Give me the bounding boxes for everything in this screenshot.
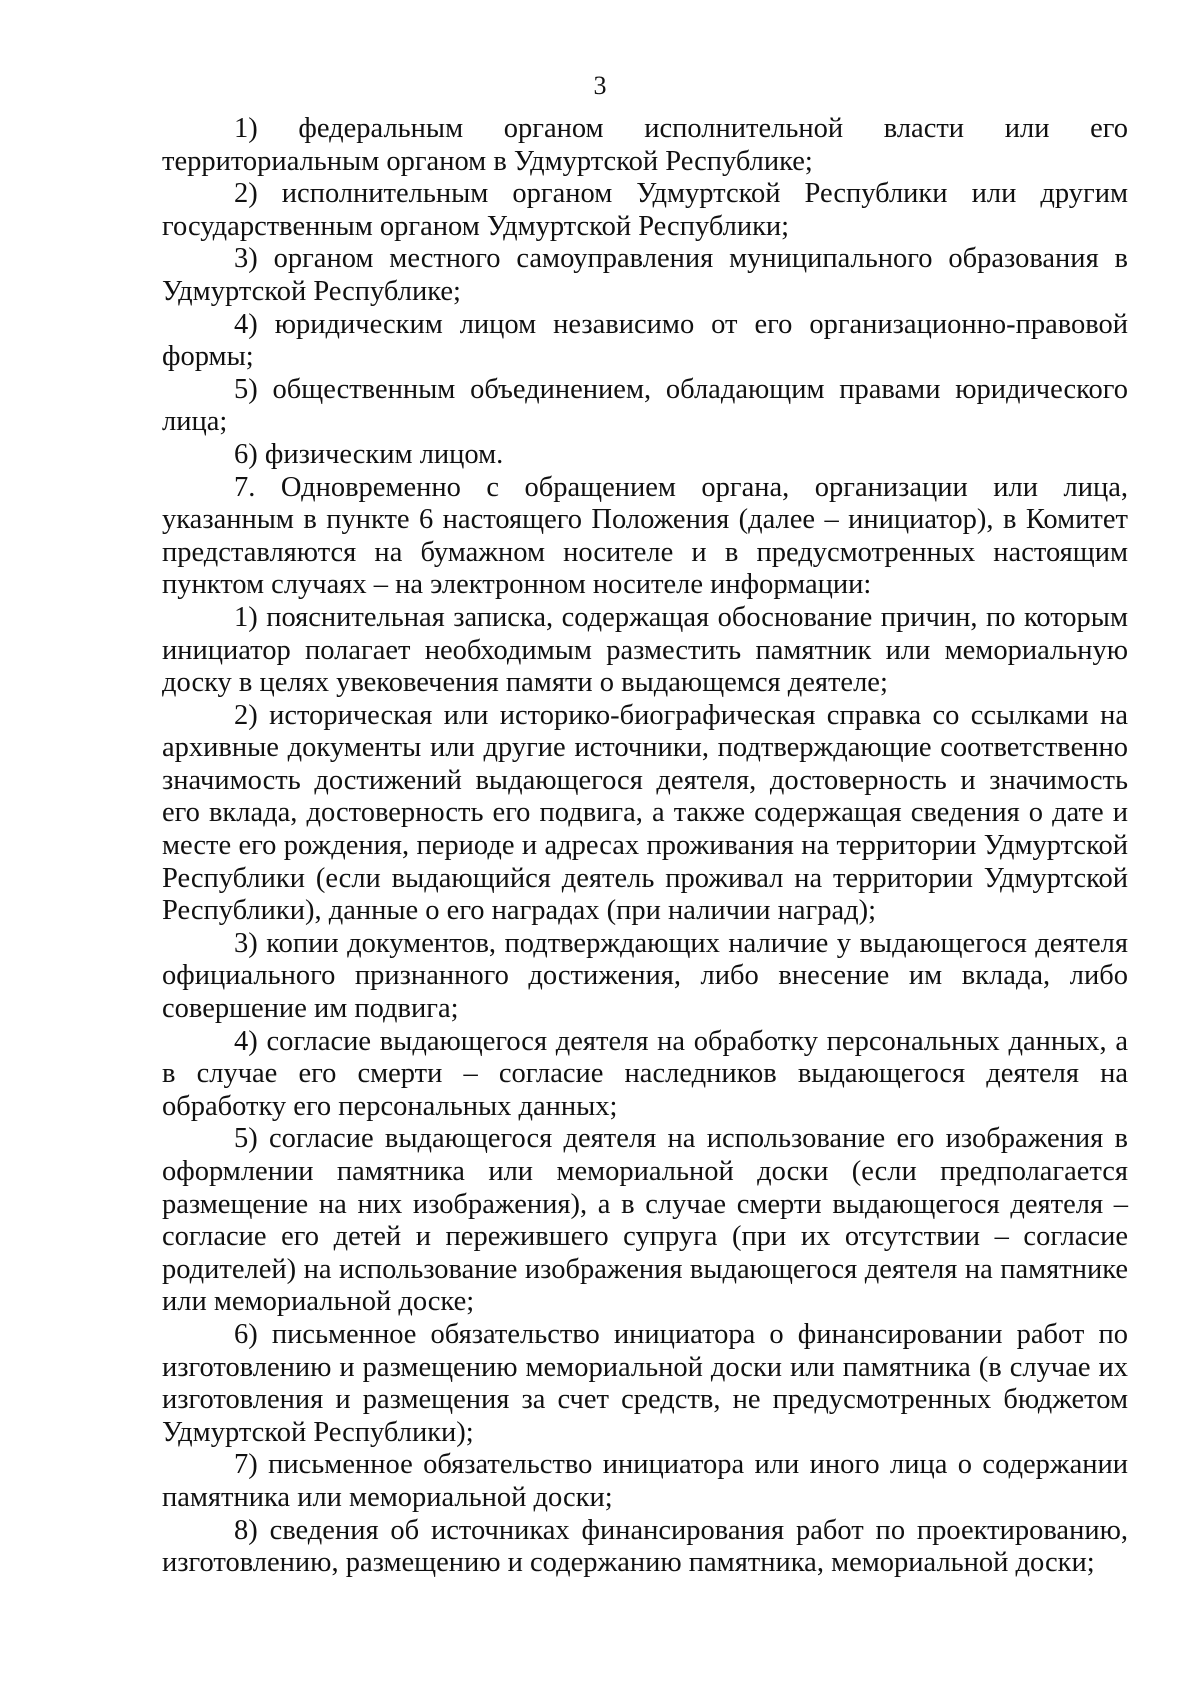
paragraph-item-6: 6) физическим лицом. xyxy=(234,438,504,470)
paragraph-subitem-7: 7) письменное обязательство инициатора или иного лица о содержании памятника или мемориальной доски; xyxy=(162,1449,1128,1513)
document-body xyxy=(162,113,1128,1580)
paragraph-item-5: 5) общественным объединением, обладающим правами юридического лица; xyxy=(162,373,1128,438)
paragraph-clause-7: 7. Одновременно с обращением органа, организации или лица, указанным в пункте 6 настоящего Положения (далее – инициатор), в Комитет представляются на бумажном носителе и в предусмотренных настоящим пунктом случаях – на электронном носителе информации: xyxy=(162,471,1128,601)
page-number: 3 xyxy=(593,71,607,100)
paragraph-subitem-8: 8) сведения об источниках финансирования работ по проектированию, изготовлению, размещению и содержанию памятника, мемориальной доски; xyxy=(162,1514,1128,1579)
paragraph-item-4: 4) юридическим лицом независимо от его организационно-правовой формы; xyxy=(162,308,1128,373)
paragraph-item-1: 1) федеральным органом исполнительной власти или его территориальным органом в Удмуртской Республике; xyxy=(162,113,1128,177)
paragraph-subitem-2: 2) историческая или историко-биографическая справка со ссылками на архивные документы или другие источники, подтверждающие соответственно значимость достижений выдающегося деятеля, достоверность и значимость его вклада, достоверность его подвига, а также содержащая сведения о дате и месте его рождения, периоде и адресах проживания на территории Удмуртской Республики (если выдающийся деятель проживал на территории Удмуртской Республики), данные о его наградах (при наличии наград); xyxy=(162,699,1128,927)
paragraph-item-2: 2) исполнительным органом Удмуртской Республики или другим государственным органом Удмуртской Республики; xyxy=(162,178,1128,242)
paragraph-item-3: 3) органом местного самоуправления муниципального образования в Удмуртской Республике; xyxy=(162,243,1128,307)
paragraph-subitem-4: 4) согласие выдающегося деятеля на обработку персональных данных, а в случае его смерти – согласие наследников выдающегося деятеля на обработку его персональных данных; xyxy=(162,1025,1128,1122)
paragraph-subitem-5: 5) согласие выдающегося деятеля на использование его изображения в оформлении памятника или мемориальной доски (если предполагается размещение на них изображения), а в случае смерти выдающегося деятеля – согласие его детей и пережившего супруга (при их отсутствии – согласие родителей) на использование изображения выдающегося деятеля на памятнике или мемориальной доске; xyxy=(162,1123,1128,1318)
paragraph-subitem-6: 6) письменное обязательство инициатора о финансировании работ по изготовлению и размещению мемориальной доски или памятника (в случае их изготовления и размещения за счет средств, не предусмотренных бюджетом Удмуртской Республики); xyxy=(162,1318,1128,1448)
paragraph-subitem-1: 1) пояснительная записка, содержащая обоснование причин, по которым инициатор полагает необходимым разместить памятник или мемориальную доску в целях увековечения памяти о выдающемся деятеле; xyxy=(162,601,1128,699)
paragraph-subitem-3: 3) копии документов, подтверждающих наличие у выдающегося деятеля официального признанного достижения, либо внесение им вклада, либо совершение им подвига; xyxy=(162,927,1128,1025)
